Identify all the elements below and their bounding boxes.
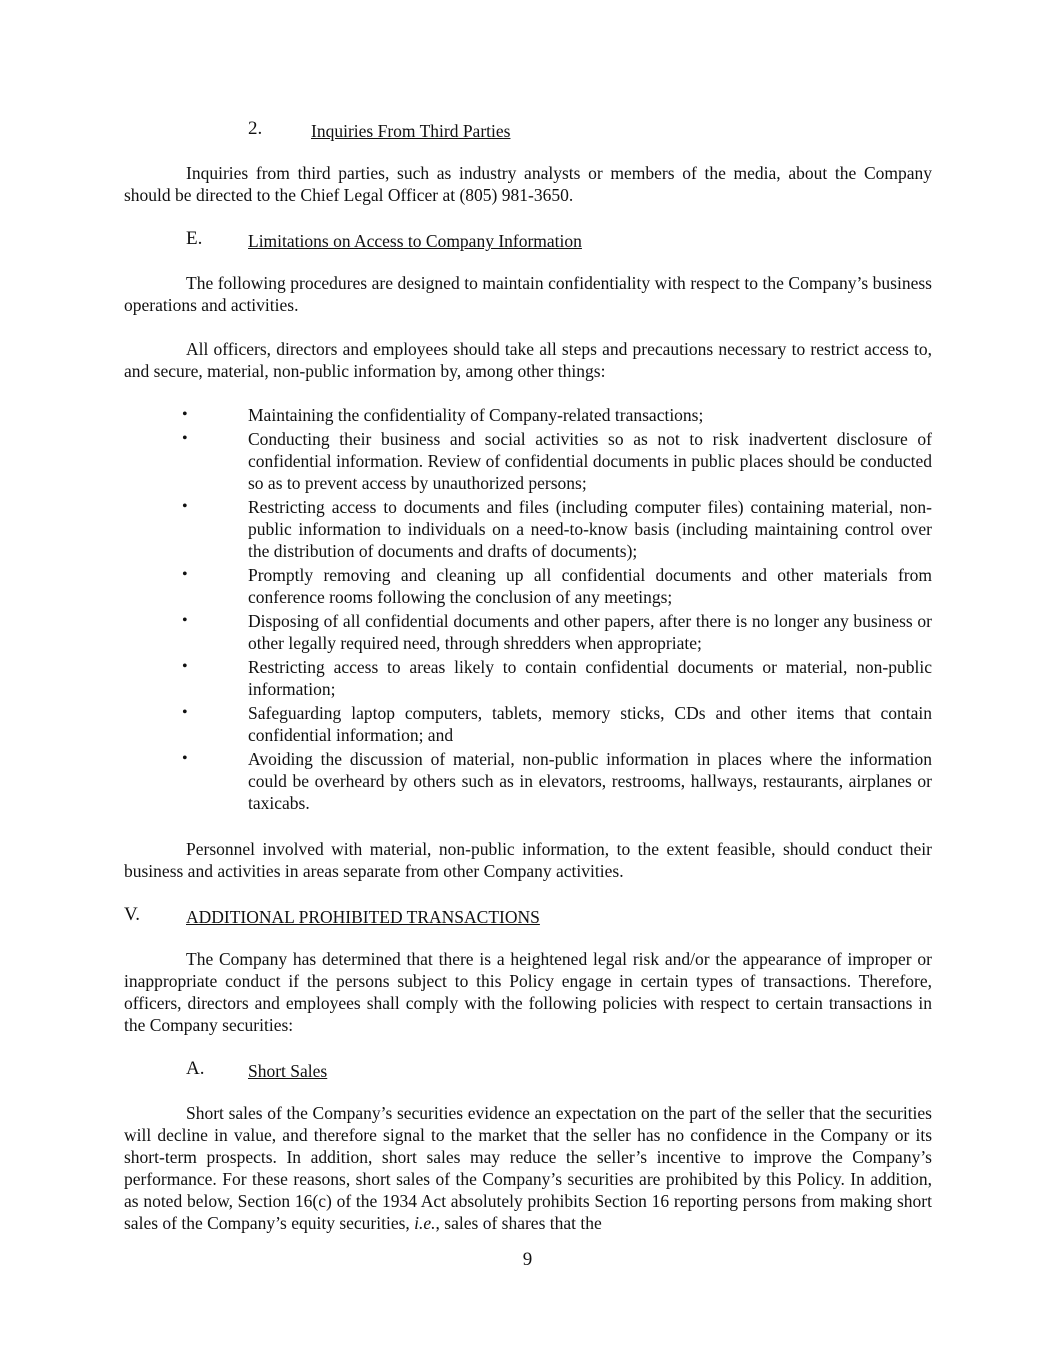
confidentiality-bullet-list bbox=[124, 404, 932, 814]
document-page bbox=[124, 118, 932, 1234]
list-item bbox=[124, 748, 932, 814]
paragraph-text: , sales of shares that the bbox=[435, 1213, 602, 1233]
list-item bbox=[124, 702, 932, 746]
list-item-text: Safeguarding laptop computers, tablets, memory sticks, CDs and other items that contain confidential information; and bbox=[248, 703, 932, 745]
list-item-text: Restricting access to areas likely to contain confidential documents or material, non-public information; bbox=[248, 657, 932, 699]
section-2-paragraph: Inquiries from third parties, such as industry analysts or members of the media, about the Company should be directed to the Chief Legal Officer at (805) 981-3650. bbox=[124, 163, 932, 205]
section-E-paragraph-2: All officers, directors and employees should take all steps and precautions necessary to restrict access to, and secure, material, non-public information by, among other things: bbox=[124, 339, 932, 381]
bullet-icon: • bbox=[182, 658, 188, 675]
section-number: A. bbox=[186, 1058, 205, 1079]
list-item bbox=[124, 404, 932, 426]
list-item-text: Avoiding the discussion of material, non-public information in places where the information could be overheard by others such as in elevators, restrooms, hallways, restaurants, airplanes or taxicabs. bbox=[248, 749, 932, 813]
bullet-icon: • bbox=[182, 498, 188, 515]
section-E-heading bbox=[124, 228, 932, 250]
page-number: 9 bbox=[522, 1249, 533, 1270]
section-V-paragraph: The Company has determined that there is a heightened legal risk and/or the appearance of improper or inappropriate conduct if the persons subject to this Policy engage in certain types of transactions. Therefore, officers, directors and employees shall comply with the following policies with respect to certain transactions in the Company securities: bbox=[124, 949, 932, 1035]
list-item-text: Disposing of all confidential documents and other papers, after there is no longer any business or other legally required need, through shredders when appropriate; bbox=[248, 611, 932, 653]
list-item-text: Promptly removing and cleaning up all confidential documents and other materials from conference rooms following the conclusion of any meetings; bbox=[248, 565, 932, 607]
bullet-icon: • bbox=[182, 406, 188, 423]
section-2-heading bbox=[124, 118, 932, 140]
list-item bbox=[124, 656, 932, 700]
section-number: E. bbox=[186, 228, 203, 249]
section-number: V. bbox=[124, 904, 141, 925]
section-A-heading bbox=[124, 1058, 932, 1080]
bullet-icon: • bbox=[182, 430, 188, 447]
italic-abbreviation: i.e. bbox=[414, 1213, 436, 1233]
list-item bbox=[124, 496, 932, 562]
section-A-paragraph bbox=[124, 1102, 932, 1234]
section-E-paragraph-1: The following procedures are designed to maintain confidentiality with respect to the Company’s business operations and activities. bbox=[124, 273, 932, 315]
list-item-text: Maintaining the confidentiality of Company-related transactions; bbox=[248, 405, 704, 425]
bullet-icon: • bbox=[182, 750, 188, 767]
section-number: 2. bbox=[248, 118, 263, 139]
section-title: Limitations on Access to Company Information bbox=[248, 231, 582, 251]
paragraph-text: Short sales of the Company’s securities evidence an expectation on the part of the seller that the securities will decline in value, and therefore signal to the market that the seller has no confidence in the Company or its short-term prospects. In addition, short sales may reduce the seller’s incentive to improve the Company’s performance. For these reasons, short sales of the Company’s securities are prohibited by this Policy. In addition, as noted below, Section 16(c) of the 1934 Act absolutely prohibits Section 16 reporting persons from making short sales of the Company’s equity securities, bbox=[124, 1103, 932, 1233]
list-item-text: Restricting access to documents and files (including computer files) containing material, non-public information to individuals on a need-to-know basis (including maintaining control over the distribution of documents and drafts of documents); bbox=[248, 497, 932, 561]
bullet-icon: • bbox=[182, 566, 188, 583]
section-E-paragraph-3: Personnel involved with material, non-public information, to the extent feasible, should conduct their business and activities in areas separate from other Company activities. bbox=[124, 839, 932, 881]
bullet-icon: • bbox=[182, 704, 188, 721]
list-item bbox=[124, 428, 932, 494]
list-item-text: Conducting their business and social activities so as not to risk inadvertent disclosure of confidential information. Review of confidential documents in public places should be conducted so as to prevent access by unauthorized persons; bbox=[248, 429, 932, 493]
list-item bbox=[124, 610, 932, 654]
section-V-heading bbox=[124, 904, 932, 926]
section-title: Short Sales bbox=[248, 1061, 328, 1081]
section-title: ADDITIONAL PROHIBITED TRANSACTIONS bbox=[186, 907, 540, 927]
bullet-icon: • bbox=[182, 612, 188, 629]
section-title: Inquiries From Third Parties bbox=[311, 121, 511, 141]
list-item bbox=[124, 564, 932, 608]
